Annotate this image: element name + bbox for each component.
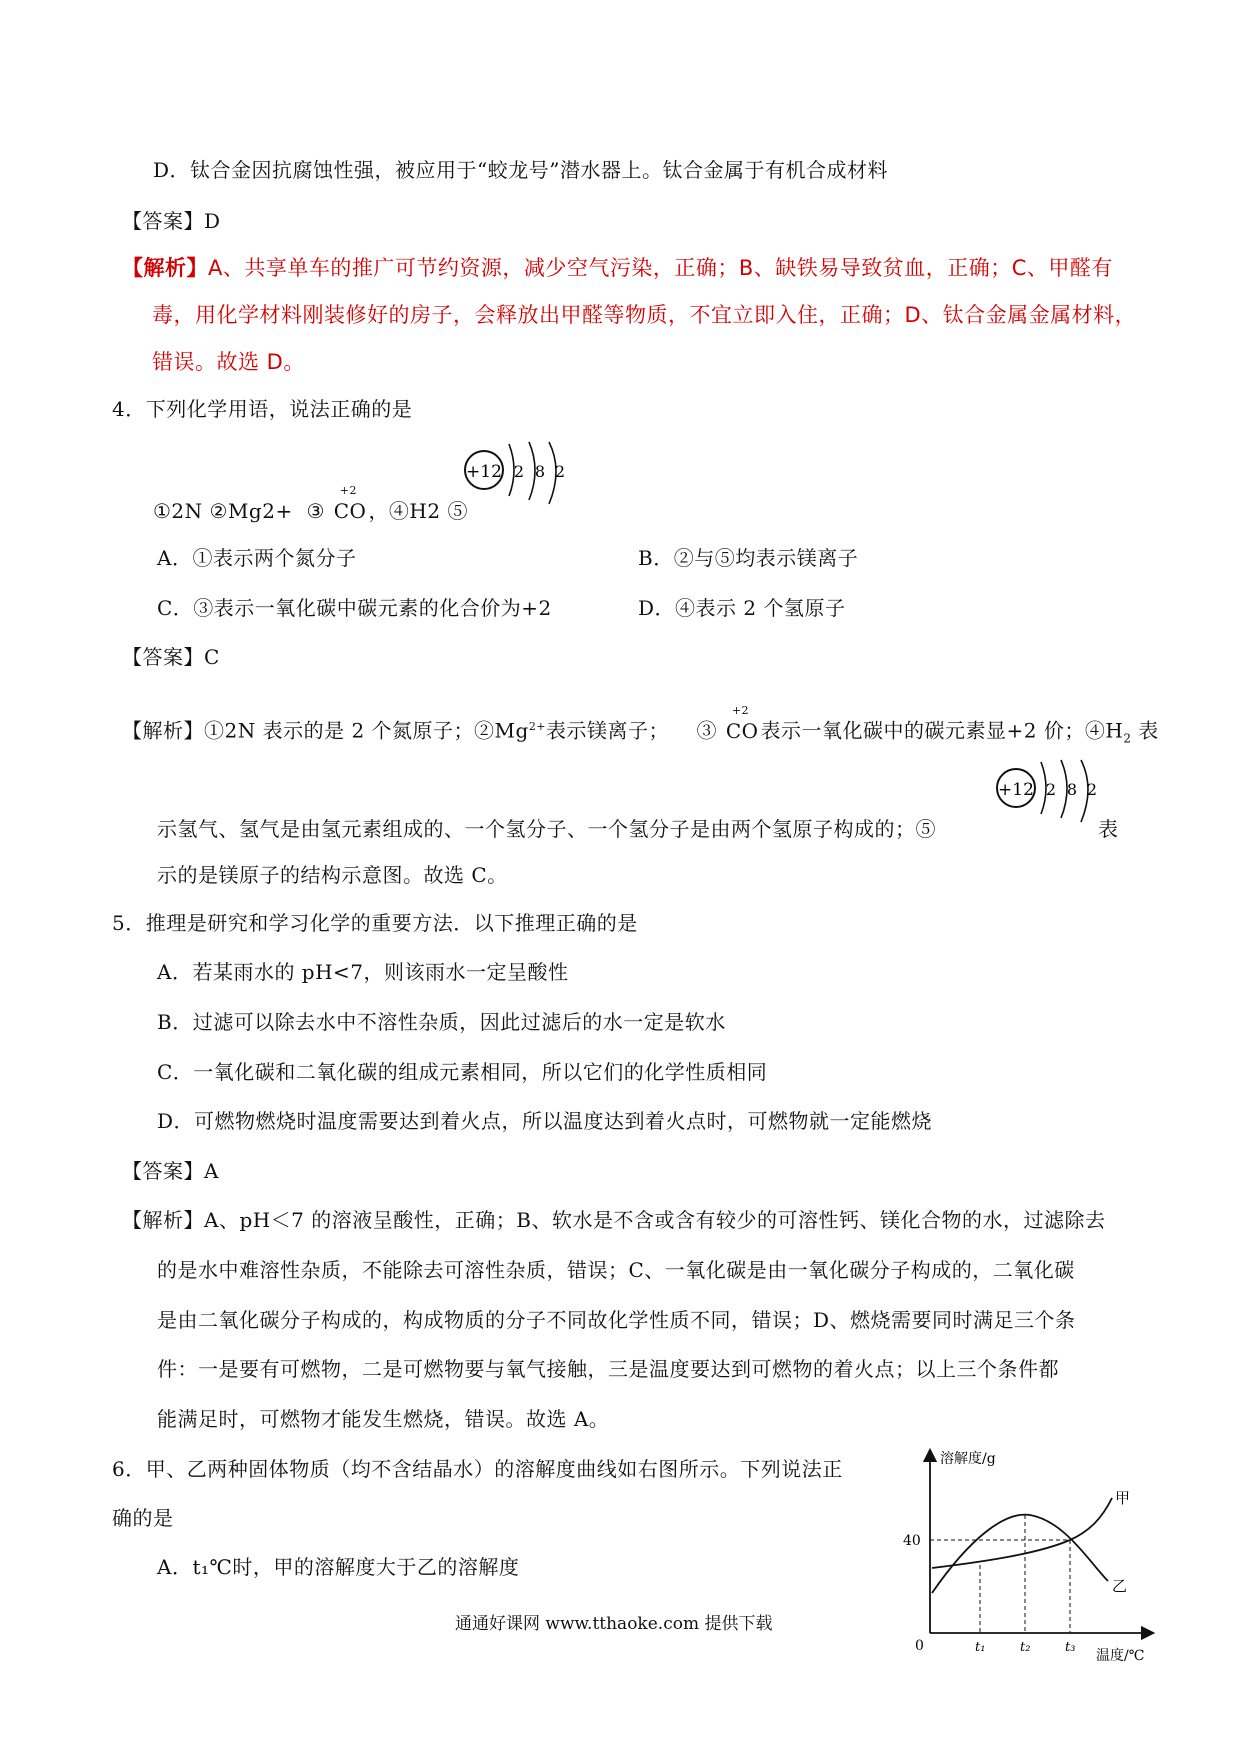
q4-analysis-line-2-end: 表: [1098, 817, 1119, 841]
solubility-curve-graph: [890, 1443, 1180, 1668]
nucleus-charge: +12: [466, 462, 502, 482]
x-axis-label: 温度/℃: [1096, 1648, 1145, 1664]
q3-answer: 【答案】D: [122, 209, 221, 233]
q4-option-a: A．①表示两个氮分子: [157, 546, 357, 570]
q4-option-d: D．④表示 2 个氢原子: [638, 596, 846, 620]
y-tick-40: 40: [903, 1533, 921, 1549]
q4-analysis-part-3: ③: [696, 718, 717, 743]
q4-symbols-line: [153, 484, 468, 525]
q5-analysis-line-4: 件：一是要有可燃物，二是可燃物要与氧气接触，三是温度要达到可燃物的着火点；以上三个条件都: [157, 1357, 1059, 1381]
q3-option-d: D．钛合金因抗腐蚀性强，被应用于“蛟龙号”潜水器上。钛合金属于有机合成材料: [153, 158, 888, 182]
q6-option-a: A．t₁℃时，甲的溶解度大于乙的溶解度: [157, 1555, 520, 1579]
x-tick-t3: t₃: [1065, 1640, 1076, 1655]
mg-charge-superscript: 2+: [528, 720, 547, 733]
q4-analysis-part-4: 表示一氧化碳中的碳元素显+2 价；④H: [760, 718, 1124, 743]
q4-analysis-line-1: [122, 703, 1159, 753]
q5-analysis-line-5: 能满足时，可燃物才能发生燃烧，错误。故选 A。: [157, 1407, 610, 1431]
co-formula: [333, 484, 367, 525]
page-footer: 通通好课网 www.tthaoke.com 提供下载: [455, 1614, 773, 1634]
q5-analysis-line-3: 是由二氧化碳分子构成的，构成物质的分子不同故化学性质不同，错误；D、燃烧需要同时满足三个条: [157, 1308, 1076, 1332]
q5-option-c: C．一氧化碳和二氧化碳的组成元素相同，所以它们的化学性质相同: [157, 1060, 768, 1084]
y-axis-label: 溶解度/g: [940, 1451, 996, 1467]
co-formula-analysis: [725, 703, 759, 745]
nucleus-charge-2: +12: [998, 780, 1034, 800]
origin-label: 0: [915, 1638, 924, 1654]
co-valence-analysis: +2: [731, 703, 750, 717]
co-text-analysis: CO: [725, 718, 759, 743]
q4-stem: 4．下列化学用语，说法正确的是: [112, 397, 413, 421]
q5-option-d: D．可燃物燃烧时温度需要达到着火点，所以温度达到着火点时，可燃物就一定能燃烧: [157, 1109, 933, 1133]
q3-analysis-tag: 【解析】: [122, 256, 208, 280]
q3-analysis-line-3: 错误。故选 D。: [152, 350, 305, 374]
magnesium-atom-diagram: [453, 440, 573, 520]
q3-analysis-line-1: [122, 254, 1113, 282]
q4-option-b: B．②与⑤均表示镁离子: [638, 546, 859, 570]
q5-stem: 5．推理是研究和学习化学的重要方法．以下推理正确的是: [112, 911, 638, 935]
co-valence: +2: [339, 484, 357, 497]
shell-count-2-2: 8: [1066, 780, 1078, 799]
curve-jia-label: 甲: [1115, 1489, 1131, 1507]
q5-option-b: B．过滤可以除去水中不溶性杂质，因此过滤后的水一定是软水: [157, 1010, 726, 1034]
q5-analysis-line-1: 【解析】A、pH＜7 的溶液呈酸性，正确；B、软水是不含或含有较少的可溶性钙、镁化合物的水，过滤除去: [122, 1208, 1106, 1232]
q4-analysis-part-5: 表: [1131, 718, 1159, 743]
q4-symbol-3: ③: [306, 499, 325, 523]
q4-option-c: C．③表示一氧化碳中碳元素的化合价为+2: [157, 596, 552, 620]
shell-count-3: 2: [554, 462, 566, 481]
q4-symbol-2: ②Mg2+: [209, 499, 293, 523]
q3-analysis-text-1: A、共享单车的推广可节约资源，减少空气污染，正确；B、缺铁易导致贫血，正确；C、甲醛有: [208, 256, 1113, 280]
magnesium-atom-diagram-analysis: [985, 758, 1105, 838]
x-tick-t2: t₂: [1020, 1640, 1031, 1655]
x-tick-t1: t₁: [975, 1640, 986, 1655]
q4-analysis-line-2: 示氢气、氢气是由氢元素组成的、一个氢分子、一个氢分子是由两个氢原子构成的；⑤: [157, 817, 936, 841]
shell-count-2-3: 2: [1086, 780, 1098, 799]
q4-analysis-part-2: 表示镁离子；: [546, 718, 670, 743]
shell-count-1: 2: [513, 462, 525, 481]
co-text: CO: [333, 499, 367, 523]
q4-symbol-5: ⑤: [447, 499, 468, 523]
h-subscript: 2: [1123, 731, 1132, 746]
q4-analysis-line-3: 示的是镁原子的结构示意图。故选 C。: [157, 863, 508, 887]
q3-analysis-line-2: 毒，用化学材料刚装修好的房子，会释放出甲醛等物质，不宜立即入住，正确；D、钛合金属金属材料，: [152, 303, 1137, 327]
q4-analysis-part-1: 【解析】①2N 表示的是 2 个氮原子；②Mg: [122, 718, 529, 743]
curve-yi-label: 乙: [1112, 1577, 1128, 1595]
q4-symbol-1: ①2N: [153, 499, 203, 523]
q4-symbol-4: ，④H2: [368, 499, 441, 523]
q6-stem-line-2: 确的是: [112, 1506, 174, 1530]
q5-answer: 【答案】A: [122, 1159, 219, 1183]
shell-count-2: 8: [534, 462, 546, 481]
q4-answer: 【答案】C: [122, 645, 220, 669]
q5-option-a: A．若某雨水的 pH<7，则该雨水一定呈酸性: [157, 960, 569, 984]
q6-stem-line-1: 6．甲、乙两种固体物质（均不含结晶水）的溶解度曲线如右图所示。下列说法正: [112, 1457, 843, 1481]
shell-count-2-1: 2: [1045, 780, 1057, 799]
q5-analysis-line-2: 的是水中难溶性杂质，不能除去可溶性杂质，错误；C、一氧化碳是由一氧化碳分子构成的，二氧化碳: [157, 1258, 1075, 1282]
